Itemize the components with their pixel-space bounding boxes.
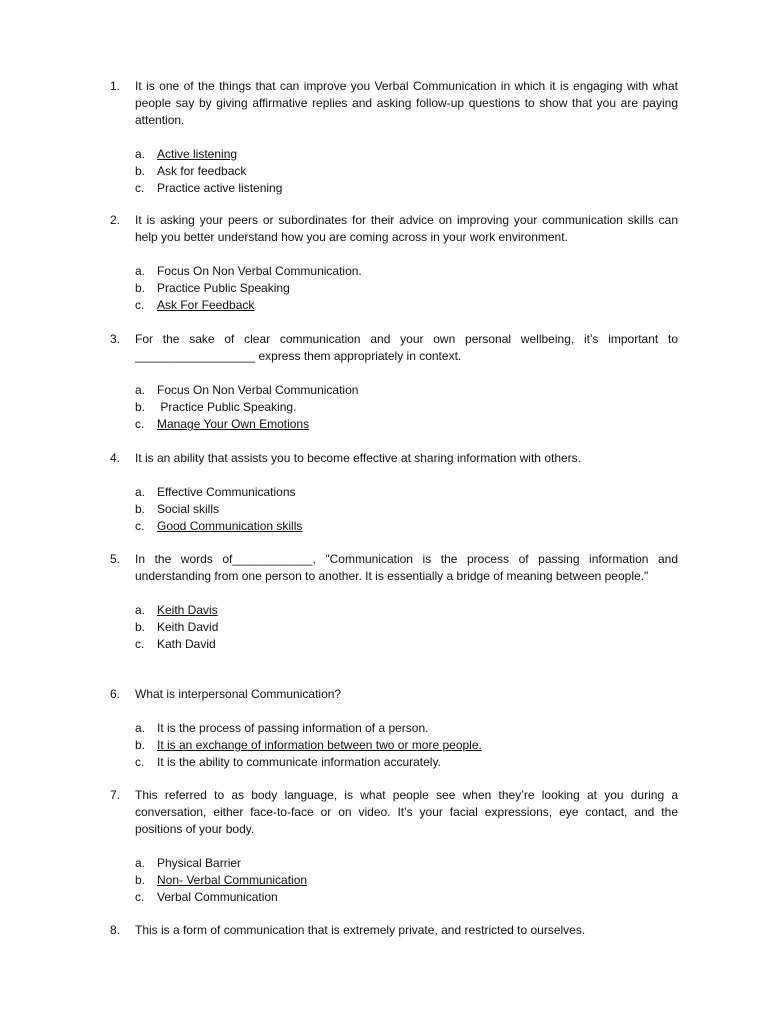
question-text: In the words of____________, "Communication is the process of passing information and understanding from one person to another. It is essentially a bridge of meaning between people." [135,552,678,583]
option-item [135,501,678,518]
option-text-correct: Manage Your Own Emotions [157,417,310,431]
option-letter: a. [135,383,146,397]
question-6 [110,686,678,771]
question-number: 6. [110,687,121,701]
option-text-correct: Non- Verbal Communication [157,873,308,887]
option-item [135,619,678,636]
question-text: For the sake of clear communication and your own personal wellbeing, it’s important to __________________ express them appropriately in context. [135,332,678,363]
option-item [135,484,678,501]
option-list [110,146,678,197]
question-text: It is an ability that assists you to become effective at sharing information with others. [135,451,581,465]
option-text: It is the process of passing information of a person. [157,721,429,735]
question-3 [110,331,678,433]
question-number: 4. [110,451,121,465]
option-letter: c. [135,637,145,651]
option-text: Keith David [157,620,219,634]
question-number: 5. [110,552,121,566]
option-item [135,163,678,180]
option-letter: c. [135,755,145,769]
option-list [110,382,678,433]
option-letter: a. [135,721,146,735]
question-2 [110,212,678,314]
option-letter: b. [135,738,146,752]
option-letter: a. [135,856,146,870]
option-item [135,720,678,737]
option-text-correct: Keith Davis [157,603,218,617]
option-item [135,416,678,433]
option-letter: a. [135,264,146,278]
option-text-correct: Ask For Feedback [157,298,255,312]
option-text-correct: It is an exchange of information between two or more people. [157,738,482,752]
option-text: Verbal Communication [157,890,278,904]
question-text: This referred to as body language, is what people see when they’re looking at you during a conversation, either face-to-face or on video. It’s your facial expressions, eye contact, and the positions of your body. [135,788,678,836]
question-number: 7. [110,788,121,802]
option-item [135,754,678,771]
question-text: It is asking your peers or subordinates for their advice on improving your communication skills can help you better understand how you are coming across in your work environment. [135,213,678,244]
option-letter: c. [135,298,145,312]
option-text: Kath David [157,637,216,651]
option-item [135,280,678,297]
option-item [135,518,678,535]
option-letter: b. [135,400,146,414]
question-number: 2. [110,213,121,227]
option-item [135,297,678,314]
option-text: Practice Public Speaking [157,281,290,295]
option-item [135,602,678,619]
option-list [110,602,678,653]
question-5 [110,551,678,653]
option-text: Practice active listening [157,181,283,195]
option-letter: c. [135,890,145,904]
question-text: What is interpersonal Communication? [135,687,342,701]
option-item [135,872,678,889]
option-letter: b. [135,620,146,634]
option-item [135,146,678,163]
option-letter: c. [135,417,145,431]
option-item [135,382,678,399]
option-text: Physical Barrier [157,856,242,870]
question-text: It is one of the things that can improve you Verbal Communication in which it is engaging with what people say by giving affirmative replies and asking follow-up questions to show that you are paying attention. [135,79,678,127]
question-1 [110,78,678,197]
option-text: Ask for feedback [157,164,247,178]
option-letter: b. [135,281,146,295]
option-item [135,855,678,872]
option-item [135,737,678,754]
option-letter: b. [135,164,146,178]
option-letter: c. [135,181,145,195]
option-text-correct: Active listening [157,147,238,161]
question-4 [110,450,678,535]
question-number: 3. [110,332,121,346]
option-letter: c. [135,519,145,533]
option-letter: a. [135,603,146,617]
option-text: Focus On Non Verbal Communication. [157,264,362,278]
option-text: Effective Communications [157,485,296,499]
question-8 [110,922,678,939]
option-item [135,180,678,197]
option-letter: a. [135,485,146,499]
option-item [135,889,678,906]
option-list [110,720,678,771]
option-text: It is the ability to communicate information accurately. [157,755,441,769]
option-text: Focus On Non Verbal Communication [157,383,359,397]
option-text: Practice Public Speaking. [157,400,297,414]
option-list [110,263,678,314]
option-item [135,399,678,416]
option-item [135,263,678,280]
option-letter: b. [135,502,146,516]
question-number: 1. [110,79,121,93]
option-text-correct: Good Communication skills [157,519,303,533]
question-number: 8. [110,923,121,937]
option-letter: a. [135,147,146,161]
option-text: Social skills [157,502,220,516]
option-list [110,484,678,535]
option-letter: b. [135,873,146,887]
option-list [110,855,678,906]
option-item [135,636,678,653]
question-text: This is a form of communication that is extremely private, and restricted to ourselves. [135,923,586,937]
question-7 [110,787,678,906]
